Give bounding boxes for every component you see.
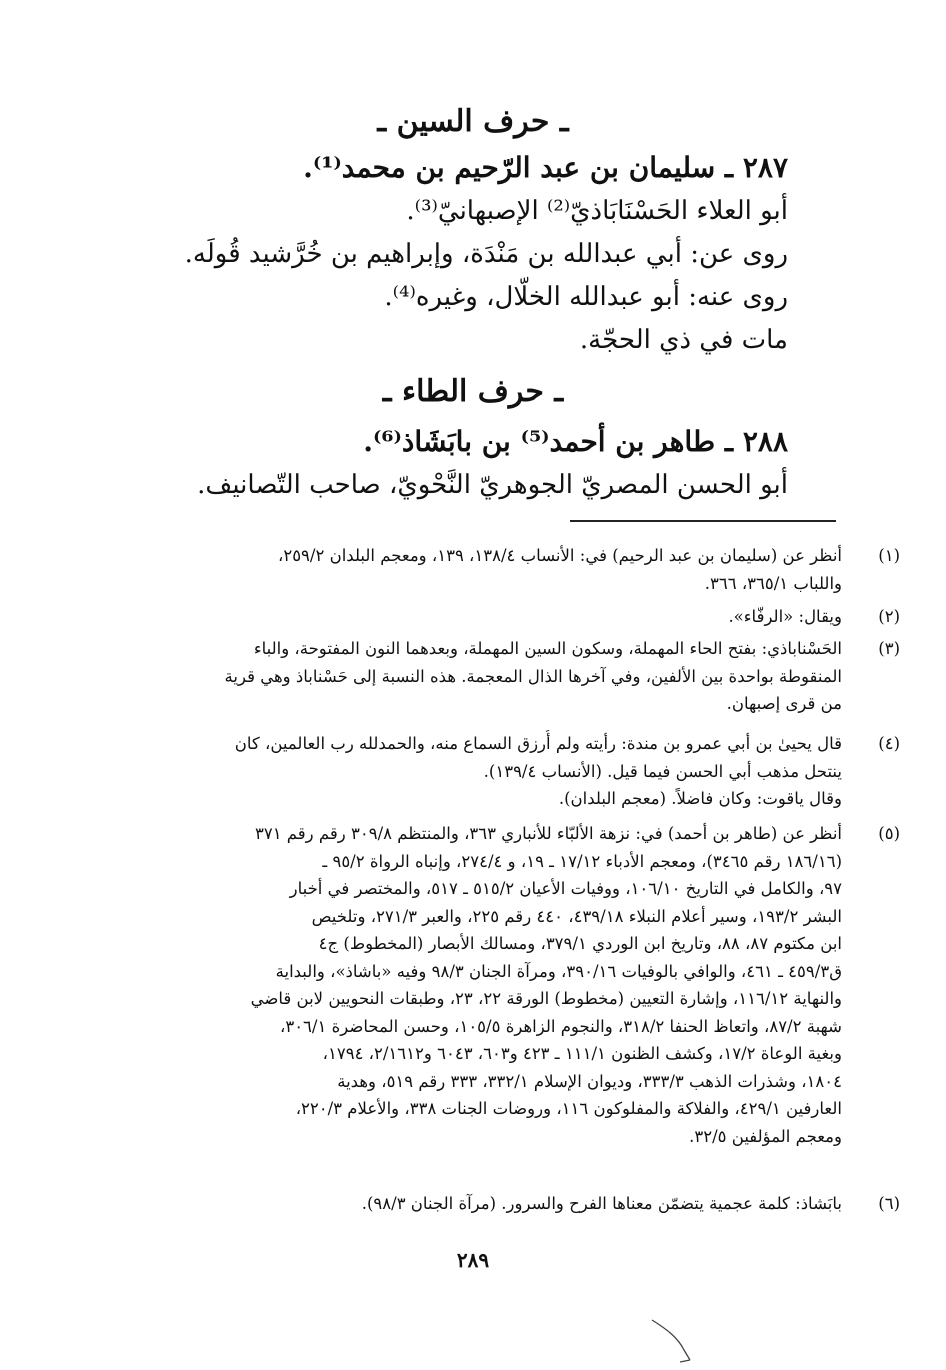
footnote-4 xyxy=(94,730,900,813)
entry-287-kunya: أبو العلاء الحَسْنَابَاذيّ⁽²⁾ الإصبهانيّ⁽³⁾. xyxy=(406,196,788,226)
footnote-number: (٦) xyxy=(878,1194,900,1213)
footnote-line: أنظر عن (طاهر بن أحمد) في: نزهة الألبّاء للأنباري ٣٦٣، والمنتظم ٣٠٩/٨ رقم رقم ٣٧١ xyxy=(254,824,842,843)
footnote-line: الحَسْناباذي: بفتح الحاء المهملة، وسكون السين المهملة، وبعدهما النون المفتوحة، والباء xyxy=(253,639,842,658)
footnote-3 xyxy=(94,635,900,718)
footnote-6 xyxy=(94,1190,900,1218)
footnote-line: شهبة ٨٧/٢، واتعاظ الحنفا ٣١٨/٢، والنجوم الزاهرة ١٠٥/٥، وحسن المحاضرة ٣٠٦/١، xyxy=(280,1016,842,1036)
footnote-line: ق٤٥٩/٣ ـ ٤٦١، والوافي بالوفيات ٣٩٠/١٦، ومرآة الجنان ٩٨/٣ وفيه «باشاذ»، والبداية xyxy=(275,961,842,981)
entry-288-heading: ٢٨٨ ـ طاهر بن أحمد⁽⁵⁾ بن بابَشَاذ⁽⁶⁾. xyxy=(363,425,788,458)
footnote-line: والنهاية ١١٦/١٢، وإشارة التعيين (مخطوط) الورقة ٢٢، ٢٣، وطبقات النحويين لابن قاضي xyxy=(250,989,842,1008)
footnote-separator xyxy=(570,520,836,522)
footnote-line: وبغية الوعاة ١٧/٢، وكشف الظنون ١١١/١ ـ ٤٢٣ و٦٠٣، ٦٠٤٣ و٢/١٦١٢، ١٧٩٤، xyxy=(322,1044,842,1063)
footnote-line: العارفين ٤٢٩/١، والفلاكة والمفلوكون ١١٦، وروضات الجنات ٣٣٨، والأعلام ٢٢٠/٣، xyxy=(295,1099,842,1118)
footnote-number: (١) xyxy=(878,546,900,565)
footnote-number: (٢) xyxy=(878,607,900,626)
footnote-line: وقال ياقوت: وكان فاضلاً. (معجم البلدان). xyxy=(558,789,842,808)
footnote-line: (١٨٦/١٦ رقم ٣٤٦٥)، ومعجم الأدباء ١٧/١٢ ـ ١٩، و ٢٧٤/٤، وإنباه الرواة ٩٥/٢ ـ xyxy=(322,851,842,871)
footnote-line: أنظر عن (سليمان بن عبد الرحيم) في: الأنساب ١٣٨/٤، ١٣٩، ومعجم البلدان ٢٥٩/٢، xyxy=(278,546,842,565)
corner-scan-mark xyxy=(650,1318,700,1363)
footnote-line: البشر ١٩٣/٢، وسير أعلام النبلاء ٤٣٩/١٨، ٤٤٠ رقم ٢٢٥، والعبر ٢٧١/٣، وتلخيص xyxy=(311,906,842,926)
footnote-number: (٤) xyxy=(878,734,900,753)
footnote-2 xyxy=(94,603,900,631)
entry-287-death: مات في ذي الحجّة. xyxy=(579,325,788,355)
section-heading-sin: ـ حرف السين ـ xyxy=(377,104,569,139)
footnote-5 xyxy=(94,820,900,1150)
entry-287-narrated-from: روى عن: أبي عبدالله بن مَنْدَة، وإبراهيم بن خُرَّشيد قُولَه. xyxy=(184,239,788,269)
footnote-line: بابَشاذ: كلمة عجمية يتضمّن معناها الفرح والسرور. (مرآة الجنان ٩٨/٣). xyxy=(361,1194,842,1213)
page-number: ٢٨٩ xyxy=(456,1248,490,1272)
footnote-line: ويقال: «الرفّاء». xyxy=(728,607,842,626)
footnote-line: ينتحل مذهب أبي الحسن فيما قيل. (الأنساب ١٣٩/٤). xyxy=(483,761,842,781)
footnote-line: من قرى إصبهان. xyxy=(726,694,842,713)
footnote-line: المنقوطة بواحدة بين الألفين، وفي آخرها الذال المعجمة. هذه النسبة إلى حَسْناباذ وهي قرية xyxy=(224,666,842,686)
entry-288-kunya: أبو الحسن المصريّ الجوهريّ النَّحْويّ، صاحب التّصانيف. xyxy=(197,470,788,500)
section-heading-ta: ـ حرف الطاء ـ xyxy=(382,374,564,409)
footnote-line: ابن مكتوم ٨٧، ٨٨، وتاريخ ابن الوردي ٣٧٩/١، ومسالك الأبصار (المخطوط) ج٤ xyxy=(318,934,842,953)
footnote-number: (٣) xyxy=(878,639,900,658)
footnote-line: ومعجم المؤلفين ٣٢/٥. xyxy=(689,1126,842,1146)
footnote-line: قال يحيىٰ بن أبي عمرو بن مندة: رأيته ولم أُرزق السماع منه، والحمدلله رب العالمين، كان xyxy=(234,734,842,753)
footnote-1 xyxy=(94,542,900,597)
footnote-number: (٥) xyxy=(878,824,900,843)
footnote-line: واللباب ٣٦٥/١، ٣٦٦. xyxy=(704,573,842,593)
entry-287-narrated-by: روى عنه: أبو عبدالله الخلّال، وغيره⁽⁴⁾. xyxy=(384,282,788,312)
entry-287-heading: ٢٨٧ ـ سليمان بن عبد الرّحيم بن محمد⁽¹⁾. xyxy=(303,151,788,184)
footnote-line: ٩٧، والكامل في التاريخ ١٠٦/١٠، ووفيات الأعيان ٥١٥/٢ ـ ٥١٧، والمختصر في أخبار xyxy=(289,879,842,898)
footnote-line: ١٨٠٤، وشذرات الذهب ٣٣٣/٣، وديوان الإسلام ٣٣٢/١، ٣٣٣ رقم ٥١٩، وهدية xyxy=(337,1071,842,1091)
